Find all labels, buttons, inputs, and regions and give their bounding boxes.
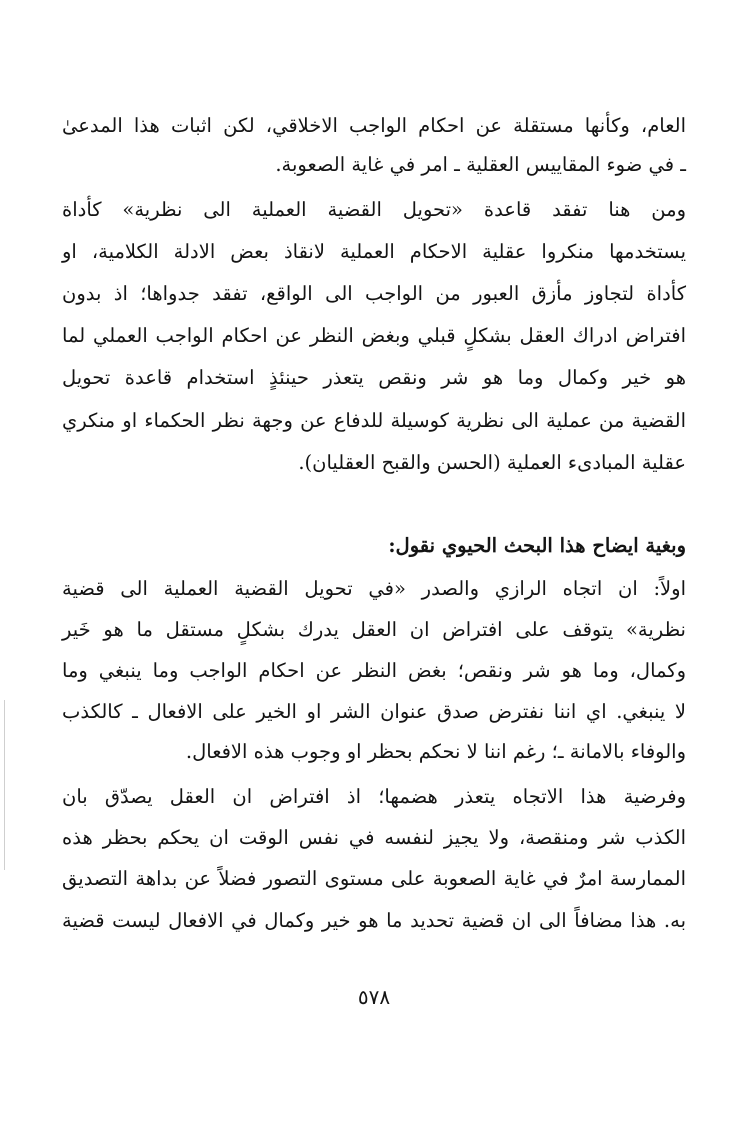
text-line: الكذب شر ومنقصة، ولا يجيز لنفسه في نفس الوقت ان يحكم بحظر هذه — [62, 826, 686, 849]
text-line: كأداة لتجاوز مأزق العبور من الواجب الى الواقع، تفقد جدواها؛ اذ بدون — [62, 282, 686, 305]
text-line: القضية من عملية الى نظرية كوسيلة للدفاع عن وجهة نظر الحكماء او منكري — [62, 409, 686, 432]
text-line: الممارسة امرٌ في غاية الصعوبة على مستوى التصور فضلاً عن بداهة التصديق — [62, 867, 686, 890]
text-line: العام، وكأنها مستقلة عن احكام الواجب الاخلاقي، لكن اثبات هذا المدعىٰ — [62, 114, 686, 137]
text-line: عقلية المبادىء العملية (الحسن والقبح العقليان). — [298, 451, 686, 474]
section-lead-line: وبغية ايضاح هذا البحث الحيوي نقول: — [388, 534, 686, 557]
page-number: ٥٧٨ — [357, 985, 391, 1009]
text-line: لا ينبغي. اي اننا نفترض صدق عنوان الشر او الخير على الافعال ـ كالكذب — [62, 700, 686, 723]
text-line: ـ في ضوء المقاييس العقلية ـ امر في غاية الصعوبة. — [275, 153, 686, 176]
text-line: يستخدمها منكروا عقلية الاحكام العملية لانقاذ بعض الادلة الكلامية، او — [62, 240, 686, 263]
text-line: وفرضية هذا الاتجاه يتعذر هضمها؛ اذ افتراض ان العقل يصدّق بان — [62, 785, 686, 808]
text-line: به. هذا مضافاً الى ان قضية تحديد ما هو خير وكمال في الافعال ليست قضية — [62, 909, 686, 932]
scan-edge-shadow — [4, 700, 5, 870]
text-line: اولاً: ان اتجاه الرازي والصدر «في تحويل القضية العملية الى قضية — [62, 577, 686, 600]
text-line: هو خير وكمال وما هو شر ونقص يتعذر حينئذٍ استخدام قاعدة تحويل — [62, 366, 686, 389]
text-line: وكمال، وما هو شر ونقص؛ بغض النظر عن احكام الواجب وما ينبغي وما — [62, 659, 686, 682]
text-line: نظرية» يتوقف على افتراض ان العقل يدرك بشكلٍ مستقل ما هو خَير — [62, 618, 686, 641]
text-line: والوفاء بالامانة ـ؛ رغم اننا لا نحكم بحظر او وجوب هذه الافعال. — [185, 740, 686, 763]
text-line: افتراض ادراك العقل بشكلٍ قبلي وبغض النظر عن احكام الواجب العملي لما — [62, 324, 686, 347]
text-line: ومن هنا تفقد قاعدة «تحويل القضية العملية الى نظرية» كأداة — [62, 198, 686, 221]
